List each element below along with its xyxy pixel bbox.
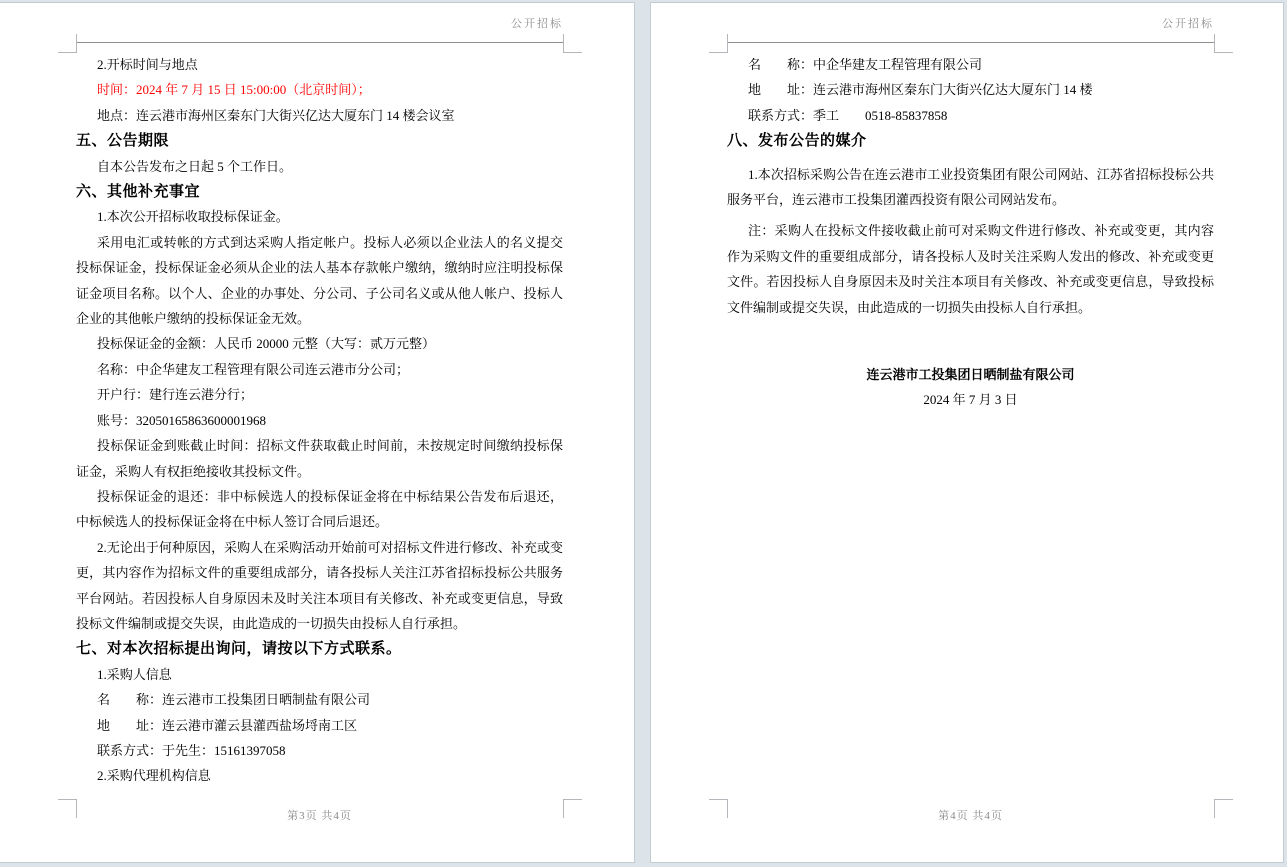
deposit-account-number: 账号：32050165863600001968 [97,412,267,428]
text-boundary-mark-top-left [709,34,728,53]
announcement-period: 自本公告发布之日起 5 个工作日。 [97,158,293,174]
deposit-refund: 投标保证金的退还：非中标候选人的投标保证金将在中标结果公告发布后退还，中标候选人的投标保证金将在中标人签订合同后退还。 [76,488,563,530]
text-boundary-mark-top-left [58,34,77,53]
text-boundary-mark-bottom-right [1214,799,1233,818]
section-6-heading: 六、其他补充事宜 [76,183,201,201]
signature-company: 连云港市工投集团日晒制盐有限公司 [866,367,1075,383]
agency-contact: 联系方式：季工 0518-85837858 [748,107,948,123]
agency-info-label: 2.采购代理机构信息 [97,768,211,784]
agency-address: 地 址：连云港市海州区秦东门大街兴亿达大厦东门 14 楼 [748,82,1093,98]
deposit-notice: 1.本次公开招标收取投标保证金。 [97,209,289,225]
purchaser-contact: 联系方式：于先生：15161397058 [97,742,286,758]
bid-opening-location: 地点：连云港市海州区秦东门大街兴亿达大厦东门 14 楼会议室 [97,107,455,123]
document-page-4 [651,3,1283,862]
deposit-bank: 开户行：建行连云港分行； [97,387,254,403]
purchaser-address: 地 址：连云港市灌云县灌西盐场埒南工区 [97,717,358,733]
text-boundary-mark-bottom-right [563,799,582,818]
page-footer: 第4页 共4页 [938,810,1003,822]
bid-opening-time: 时间：2024 年 7 月 15 日 15:00:00（北京时间）； [97,82,371,98]
purchaser-info-label: 1.采购人信息 [97,666,172,682]
purchaser-name: 名 称：连云港市工投集团日晒制盐有限公司 [97,692,371,708]
deposit-account-name: 名称：中企华建友工程管理有限公司连云港市分公司； [97,361,410,377]
deposit-payment-rules: 采用电汇或转帐的方式到达采购人指定帐户。投标人必须以企业法人的名义提交投标保证金，投标保证金必须从企业的法人基本存款帐户缴纳，缴纳时应注明投标保证金项目名称。以个人、企业的办事处、分公司、子公司名义或从他人帐户、投标人企业的其他帐户缴纳的投标保证金无效。 [76,234,563,327]
page-4-content [727,52,1214,413]
deposit-deadline: 投标保证金到账截止时间：招标文件获取截止时间前，未按规定时间缴纳投标保证金，采购人有权拒绝接收其投标文件。 [76,438,563,479]
page-footer: 第3页 共4页 [287,810,352,822]
text-boundary-mark-top-right [563,34,582,53]
text-boundary-mark-top-right [1214,34,1233,53]
announcement-media: 1.本次招标采购公告在连云港市工业投资集团有限公司网站、江苏省招标投标公共服务平台，连云港市工投集团灌西投资有限公司网站发布。 [727,166,1214,208]
bid-opening-section-label: 2.开标时间与地点 [97,57,198,72]
deposit-amount: 投标保证金的金额：人民币 20000 元整（大写：贰万元整） [97,336,436,352]
page-header-label: 公开招标 [1162,18,1214,30]
text-boundary-mark-bottom-left [709,799,728,818]
document-modification-notice: 2.无论出于何种原因，采购人在采购活动开始前可对招标文件进行修改、补充或变更，其内容作为招标文件的重要组成部分，请各投标人关注江苏省招标投标公共服务平台网站。若因投标人自身原因未及时关注本项目有关修改、补充或变更信息，导致投标文件编制或提交失误，由此造成的一切损失由投标人自行承担。 [76,539,563,631]
header-rule [727,42,1214,43]
header-rule [76,42,563,43]
document-page-3 [0,3,634,862]
section-8-heading: 八、发布公告的媒介 [727,132,867,150]
page-header-label: 公开招标 [511,18,563,30]
modification-note: 注：采购人在投标文件接收截止前可对采购文件进行修改、补充或变更，其内容作为采购文件的重要组成部分，请各投标人及时关注采购人发出的修改、补充或变更文件。若因投标人自身原因未及时关注本项目有关修改、补充或变更信息，导致投标文件编制或提交失误，由此造成的一切损失由投标人自行承担。 [727,223,1214,315]
page-3-content [76,52,563,789]
text-boundary-mark-bottom-left [58,799,77,818]
agency-name: 名 称：中企华建友工程管理有限公司 [748,57,983,72]
section-5-heading: 五、公告期限 [76,132,170,150]
signature-date: 2024 年 7 月 3 日 [923,392,1018,408]
section-7-heading: 七、对本次招标提出询问，请按以下方式联系。 [76,640,402,658]
